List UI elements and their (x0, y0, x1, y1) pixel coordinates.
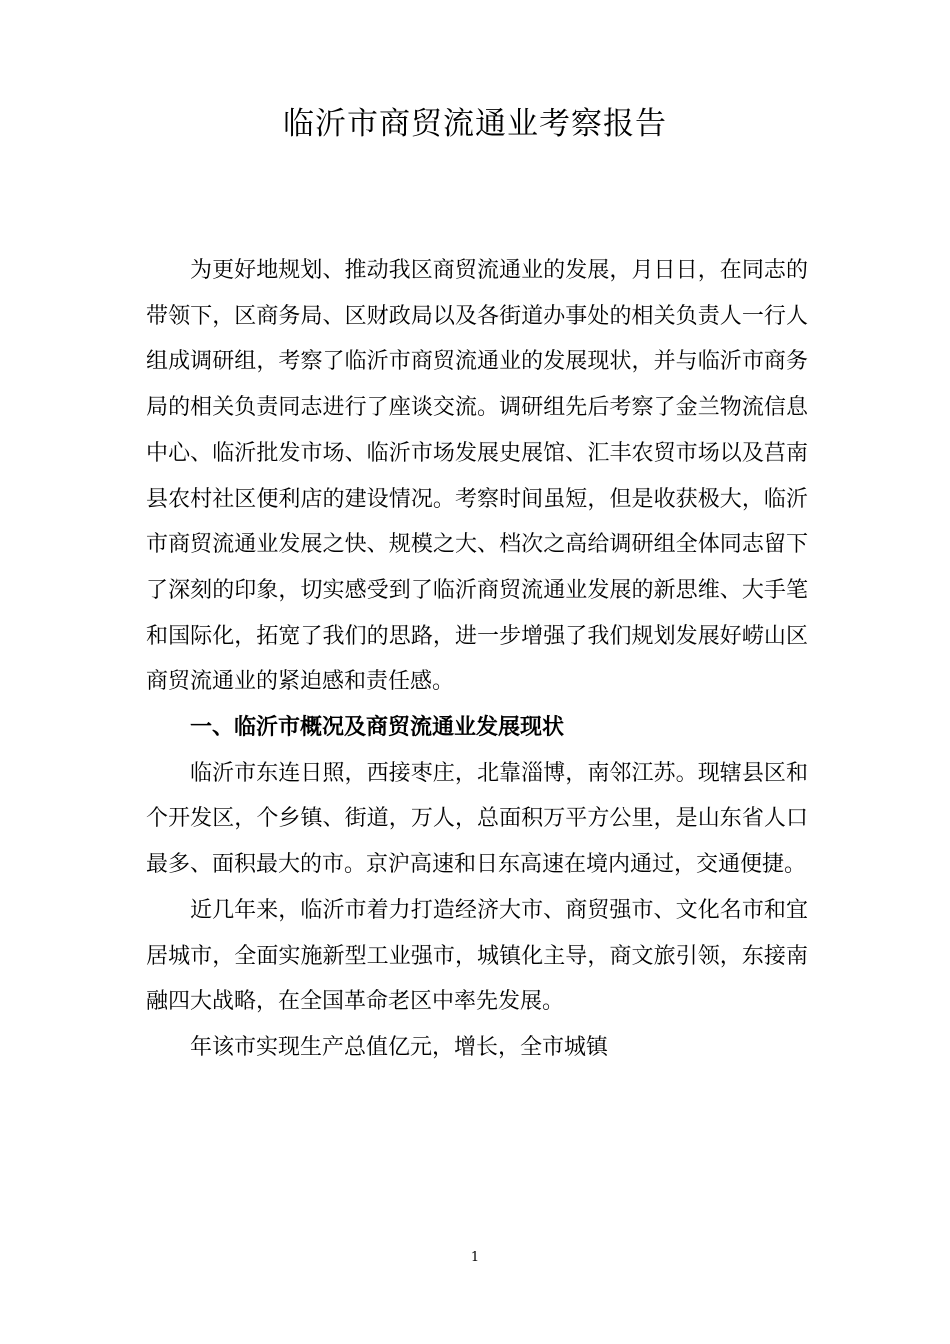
document-title: 临沂市商贸流通业考察报告 (283, 106, 667, 142)
paragraph-economy: 年该市实现生产总值亿元，增长，全市城镇 (190, 1034, 609, 1060)
paragraph-overview: 临沂市东连日照，西接枣庄，北靠淄博，南邻江苏。现辖县区和个开发区，个乡镇、街道，万人，总面积万平方公里，是山东省人口最多、面积最大的市。京沪高速和日东高速在境内通过，交通便捷。 (146, 760, 808, 878)
paragraph-intro: 为更好地规划、推动我区商贸流通业的发展，月日日，在同志的带领下，区商务局、区财政局以及各街道办事处的相关负责人一行人组成调研组，考察了临沂市商贸流通业的发展现状，并与临沂市商务局的相关负责同志进行了座谈交流。调研组先后考察了金兰物流信息中心、临沂批发市场、临沂市场发展史展馆、汇丰农贸市场以及莒南县农村社区便利店的建设情况。考察时间虽短，但是收获极大，临沂市商贸流通业发展之快、规模之大、档次之高给调研组全体同志留下了深刻的印象，切实感受到了临沂商贸流通业发展的新思维、大手笔和国际化，拓宽了我们的思路，进一步增强了我们规划发展好崂山区商贸流通业的紧迫感和责任感。 (146, 258, 808, 695)
page-number: 1 (470, 1250, 480, 1265)
document-body (146, 248, 808, 1071)
section-heading: 一、临沂市概况及商贸流通业发展现状 (190, 715, 565, 741)
paragraph-strategy: 近几年来，临沂市着力打造经济大市、商贸强市、文化名市和宜居城市，全面实施新型工业强市，城镇化主导，商文旅引领，东接南融四大战略，在全国革命老区中率先发展。 (146, 897, 808, 1015)
